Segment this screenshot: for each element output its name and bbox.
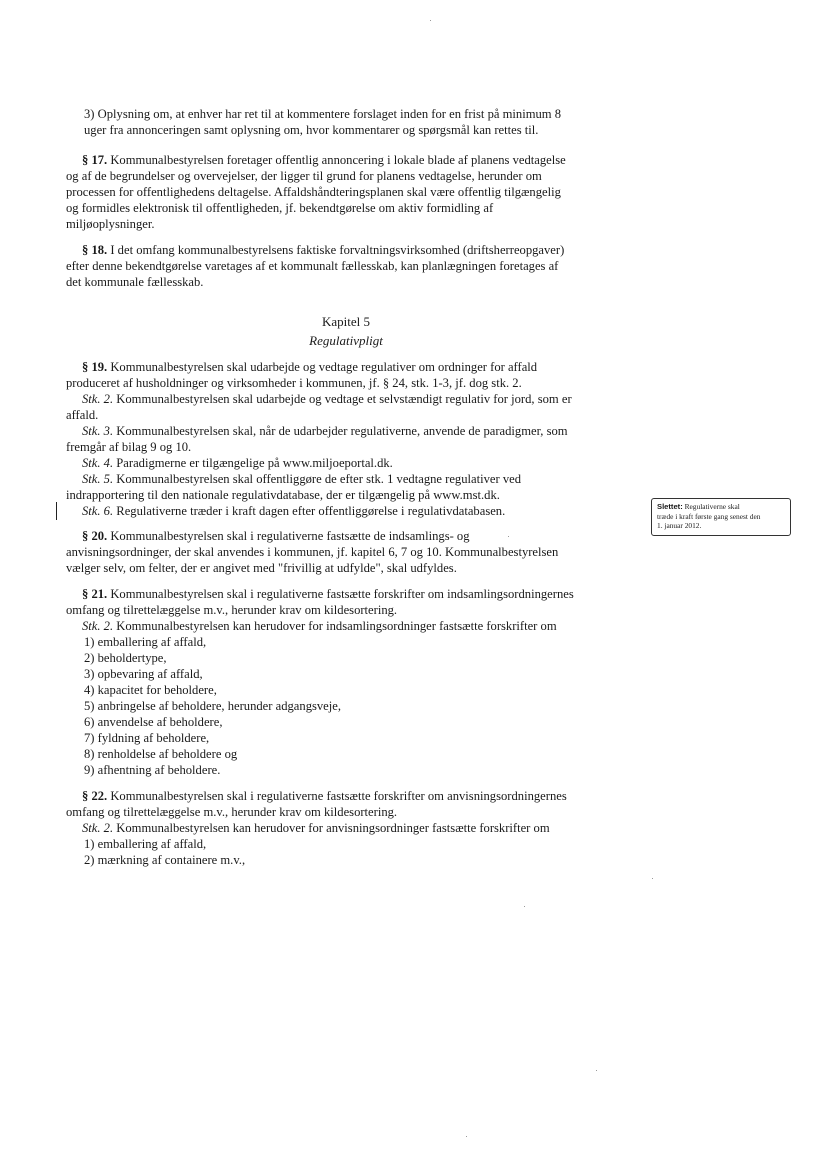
list-item: 1) emballering af affald,	[84, 837, 207, 851]
text-line: produceret af husholdninger og virksomheder i kommunen, jf. § 24, stk. 1-3, jf. dog stk. 2.	[66, 376, 522, 390]
scan-speck	[596, 1070, 597, 1071]
list-item: 6) anvendelse af beholdere,	[84, 715, 223, 729]
text-line: uger fra annonceringen samt oplysning om, hvor kommentarer og spørgsmål kan rettes til.	[84, 123, 539, 137]
chapter-title: Kapitel 5	[321, 314, 370, 329]
scan-speck	[524, 906, 525, 907]
scan-speck	[508, 536, 509, 537]
stk-label: Stk. 2.	[82, 392, 114, 406]
scan-speck	[430, 20, 431, 21]
text-line: anvisningsordninger, der skal anvendes i kommunen, jf. kapitel 6, 7 og 10. Kommunalbestyrelsen	[66, 545, 559, 559]
comment-text: træde i kraft første gang senest den	[657, 511, 761, 521]
scan-speck	[466, 1136, 467, 1137]
section-17	[66, 152, 626, 232]
section-number: § 19.	[82, 360, 108, 374]
text-line: Kommunalbestyrelsen skal udarbejde og vedtage regulativer om ordninger for affald	[107, 360, 538, 374]
stk-label: Stk. 2.	[82, 619, 114, 633]
list-item: 1) emballering af affald,	[84, 635, 207, 649]
section-20	[66, 528, 626, 576]
section-number: § 18.	[82, 243, 108, 257]
change-bar	[56, 502, 57, 520]
chapter-subtitle: Regulativpligt	[309, 333, 383, 348]
section-21	[66, 586, 626, 778]
stk-label: Stk. 2.	[82, 821, 114, 835]
text-line: Kommunalbestyrelsen kan herudover for indsamlingsordninger fastsætte forskrifter om	[113, 619, 557, 633]
text-line: omfang og tilrettelæggelse m.v., herunder krav om kildesortering.	[66, 603, 398, 617]
stk-label: Stk. 4.	[82, 456, 114, 470]
text-line: Regulativerne træder i kraft dagen efter offentliggørelse i regulativdatabasen	[113, 504, 503, 518]
text-line: efter denne bekendtgørelse varetages af et kommunalt fællesskab, kan planlægningen foretages af	[66, 259, 559, 273]
list-item: 5) anbringelse af beholdere, herunder adgangsveje,	[84, 699, 342, 713]
list-item: 2) beholdertype,	[84, 651, 167, 665]
text-line: processen for offentlighedens deltagelse. Affaldshåndteringsplanen skal være offentlig tilgængelig	[66, 185, 561, 199]
text-line: Kommunalbestyrelsen skal, når de udarbejder regulativerne, anvende de paradigmer, som	[113, 424, 568, 438]
text-line: og af de begrundelser og overvejelser, der ligger til grund for planens vedtagelse, herunder om	[66, 169, 542, 183]
comment-balloon[interactable]	[651, 498, 791, 536]
text-line: omfang og tilrettelæggelse m.v., herunder krav om kildesortering.	[66, 805, 398, 819]
section-22	[66, 788, 626, 868]
text-line: Kommunalbestyrelsen skal i regulativerne fastsætte de indsamlings- og	[107, 529, 470, 543]
text-line: vælger selv, om felter, der er angivet med "frivillig at udfylde", skal udfyldes.	[66, 561, 457, 575]
scan-speck	[652, 878, 653, 879]
text-line: Kommunalbestyrelsen skal udarbejde og vedtage et selvstændigt regulativ for jord, som er	[113, 392, 572, 406]
text-line: og formidles elektronisk til offentligheden, jf. bekendtgørelse om aktiv formidling af	[66, 201, 494, 215]
text-line: miljøoplysninger.	[66, 217, 155, 231]
text-line: 3) Oplysning om, at enhver har ret til at kommentere forslaget inden for en frist på minimum 8	[84, 107, 562, 121]
list-item: 4) kapacitet for beholdere,	[84, 683, 217, 697]
text-line: affald.	[66, 408, 99, 422]
section-number: § 22.	[82, 789, 108, 803]
list-item: 8) renholdelse af beholdere og	[84, 747, 238, 761]
stk-label: Stk. 5.	[82, 472, 114, 486]
text-line: I det omfang kommunalbestyrelsens faktiske forvaltningsvirksomhed (driftsherreopgaver)	[107, 243, 565, 257]
text-line: Kommunalbestyrelsen skal i regulativerne fastsætte forskrifter om anvisningsordningernes	[107, 789, 567, 803]
comment-text: Regulativerne skal	[682, 502, 740, 511]
stk-label: Stk. 3.	[82, 424, 114, 438]
section-number: § 20.	[82, 529, 108, 543]
list-item-3-block	[66, 106, 626, 138]
stk-label: Stk. 6.	[82, 504, 114, 518]
text-line: Kommunalbestyrelsen kan herudover for anvisningsordninger fastsætte forskrifter om	[113, 821, 550, 835]
comment-label: Slettet:	[657, 502, 683, 511]
list-item: 9) afhentning af beholdere.	[84, 763, 221, 777]
list-item: 3) opbevaring af affald,	[84, 667, 203, 681]
text-line: indrapportering til den nationale regulativdatabase, der er tilgængelig på www.mst.dk.	[66, 488, 500, 502]
section-19	[66, 359, 626, 519]
text-line: Kommunalbestyrelsen skal offentliggøre de efter stk. 1 vedtagne regulativer ved	[113, 472, 522, 486]
comment-text: 1. januar 2012.	[657, 521, 702, 530]
section-18	[66, 242, 626, 290]
text-line: Kommunalbestyrelsen skal i regulativerne fastsætte forskrifter om indsamlingsordningernes	[107, 587, 574, 601]
text-line: Paradigmerne er tilgængelige på www.miljoeportal.dk.	[113, 456, 393, 470]
section-number: § 21.	[82, 587, 108, 601]
section-number: § 17.	[82, 153, 108, 167]
deletion-mark: .	[502, 504, 506, 518]
text-line: fremgår af bilag 9 og 10.	[66, 440, 192, 454]
text-line: det kommunale fællesskab.	[66, 275, 204, 289]
list-item: 2) mærkning af containere m.v.,	[84, 853, 246, 867]
list-item: 7) fyldning af beholdere,	[84, 731, 210, 745]
text-line: Kommunalbestyrelsen foretager offentlig annoncering i lokale blade af planens vedtagelse	[107, 153, 566, 167]
